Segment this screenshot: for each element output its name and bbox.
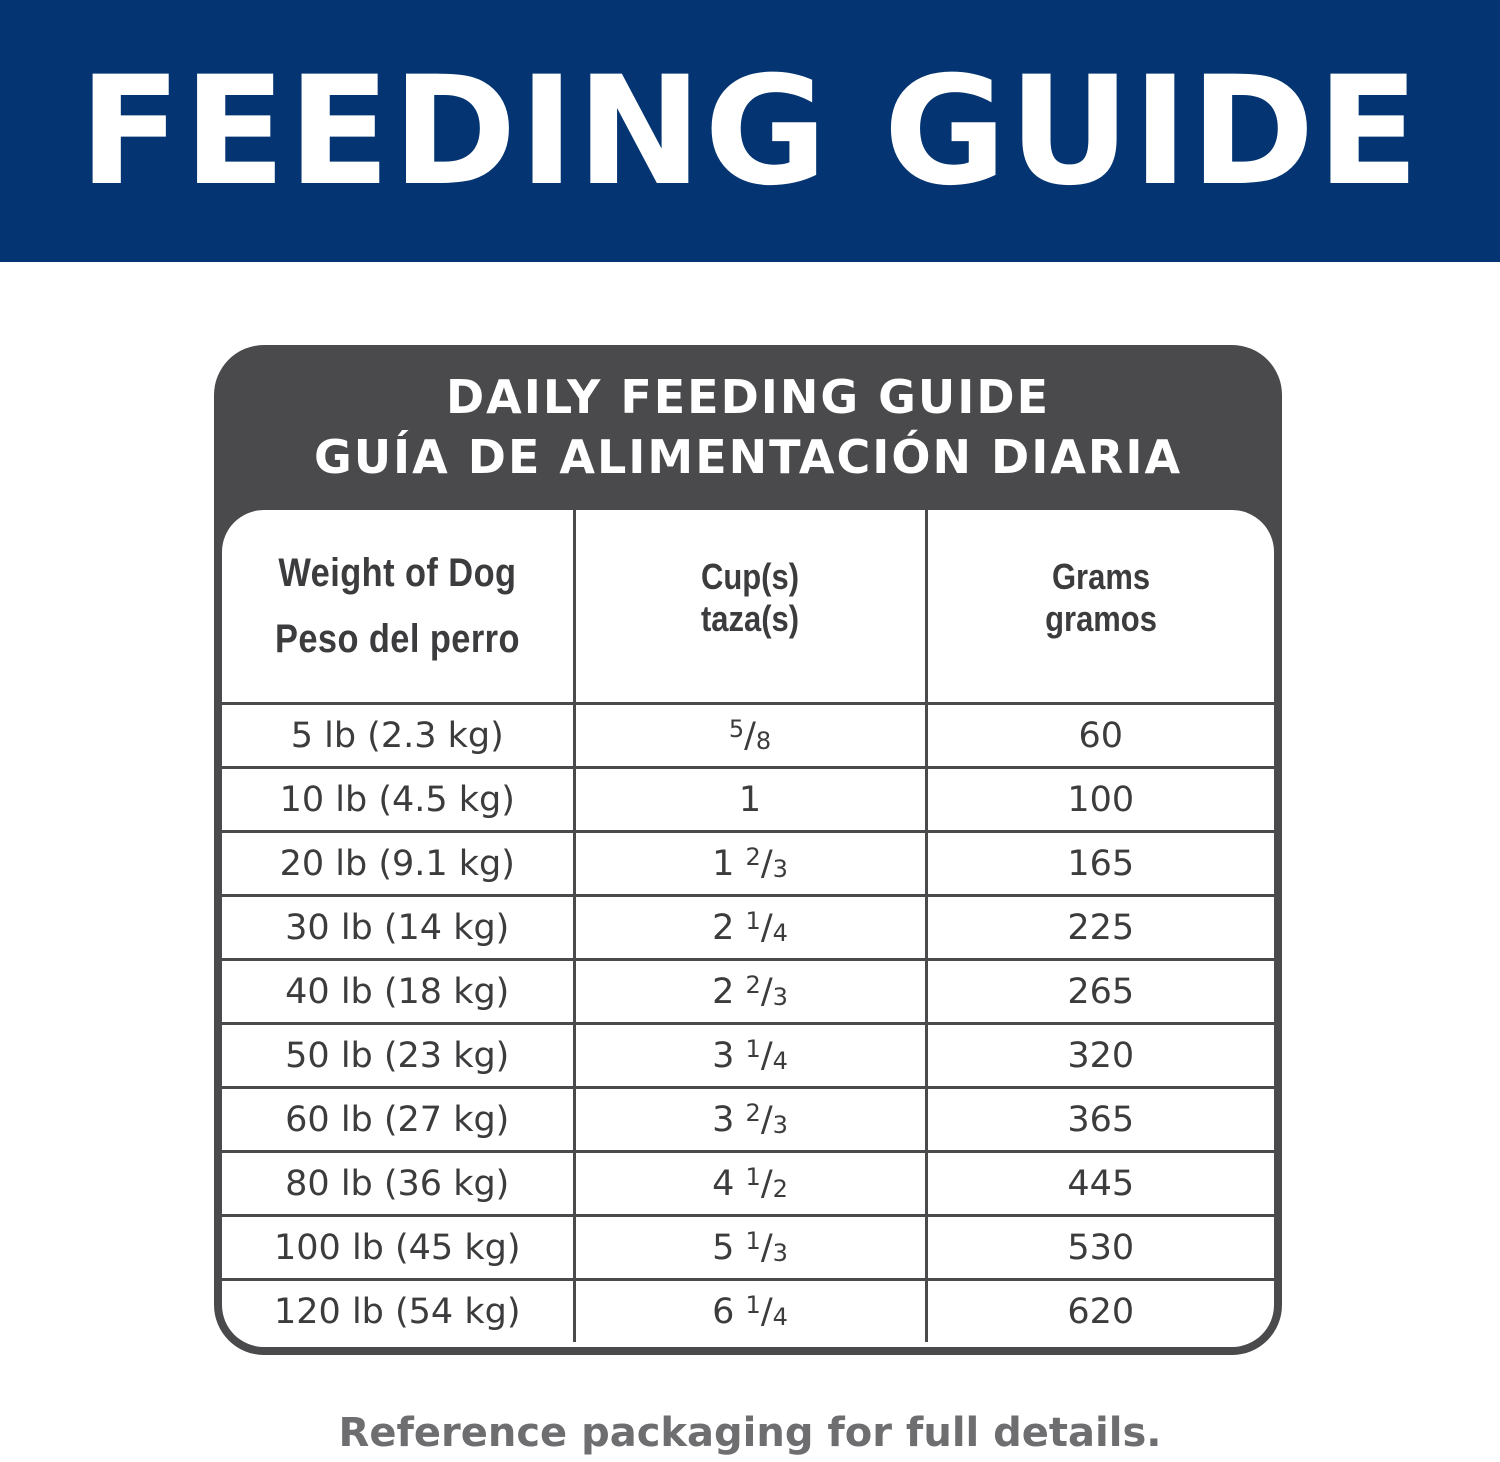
cups-denominator: 3 xyxy=(772,1239,788,1267)
cups-numerator: 1 xyxy=(745,1227,761,1255)
card-title-spanish: GUÍA DE ALIMENTACIÓN DIARIA xyxy=(313,430,1183,484)
cups-whole: 2 xyxy=(712,972,735,1012)
cups-denominator: 3 xyxy=(772,1111,788,1139)
footer-note: Reference packaging for full details. xyxy=(338,1410,1162,1456)
table-row xyxy=(222,896,1274,960)
cups-numerator: 1 xyxy=(745,1291,761,1319)
cell-grams: 225 xyxy=(926,896,1274,960)
cups-whole: 6 xyxy=(712,1292,735,1332)
card-title-english: DAILY FEEDING GUIDE xyxy=(445,370,1051,424)
cell-weight: 50 lb (23 kg) xyxy=(222,1024,574,1088)
cell-weight: 80 lb (36 kg) xyxy=(222,1152,574,1216)
feeding-table-container xyxy=(222,510,1274,1347)
header-grams-en: Grams xyxy=(1051,556,1150,597)
cell-weight: 10 lb (4.5 kg) xyxy=(222,768,574,832)
cups-whole: 1 xyxy=(712,844,735,884)
cups-numerator: 2 xyxy=(745,971,761,999)
table-row xyxy=(222,1280,1274,1343)
cups-whole: 3 xyxy=(712,1100,735,1140)
table-row xyxy=(222,768,1274,832)
cups-numerator: 2 xyxy=(745,1099,761,1127)
header-cups-en: Cup(s) xyxy=(700,556,800,597)
cell-grams: 530 xyxy=(926,1216,1274,1280)
cell-weight: 100 lb (45 kg) xyxy=(222,1216,574,1280)
cell-grams: 365 xyxy=(926,1088,1274,1152)
cups-denominator: 2 xyxy=(772,1175,788,1203)
cups-whole: 4 xyxy=(712,1164,735,1204)
cups-numerator: 5 xyxy=(728,715,745,743)
cell-cups: 4 $^1/_2$ xyxy=(574,1152,926,1216)
title-banner xyxy=(0,0,1500,262)
cups-denominator: 3 xyxy=(772,855,788,883)
cell-grams: 620 xyxy=(926,1280,1274,1343)
cell-grams: 445 xyxy=(926,1152,1274,1216)
cups-numerator: 1 xyxy=(745,1035,761,1063)
cups-denominator: 4 xyxy=(772,1047,788,1075)
table-row xyxy=(222,1024,1274,1088)
cell-weight: 5 lb (2.3 kg) xyxy=(222,704,574,768)
table-row xyxy=(222,1152,1274,1216)
table-header-row xyxy=(222,510,1274,704)
table-body xyxy=(222,704,1274,1343)
cell-cups: 2 $^2/_3$ xyxy=(574,960,926,1024)
header-weight xyxy=(222,510,574,704)
table-row xyxy=(222,960,1274,1024)
header-weight-en: Weight of Dog xyxy=(278,551,517,595)
cups-denominator: 8 xyxy=(755,727,772,755)
cups-whole: 1 xyxy=(738,779,762,820)
cell-cups: 6 $^1/_4$ xyxy=(574,1280,926,1343)
daily-feeding-guide-card xyxy=(214,345,1282,1355)
table-row xyxy=(222,1216,1274,1280)
cell-grams: 60 xyxy=(926,704,1274,768)
table-row xyxy=(222,832,1274,896)
cell-cups: 5 $^1/_3$ xyxy=(574,1216,926,1280)
cell-cups: 3 $^2/_3$ xyxy=(574,1088,926,1152)
cell-cups xyxy=(574,768,926,832)
cell-weight: 30 lb (14 kg) xyxy=(222,896,574,960)
cups-whole: 3 xyxy=(712,1036,735,1076)
header-cups-es: taza(s) xyxy=(700,598,800,639)
cups-denominator: 4 xyxy=(772,919,788,947)
cell-weight: 120 lb (54 kg) xyxy=(222,1280,574,1343)
cell-weight: 60 lb (27 kg) xyxy=(222,1088,574,1152)
table-row xyxy=(222,704,1274,768)
cell-cups: $^5/_8$ xyxy=(574,704,926,768)
banner-title: FEEDING GUIDE xyxy=(78,45,1422,219)
header-grams xyxy=(926,510,1274,704)
cell-grams: 100 xyxy=(926,768,1274,832)
cups-whole: 2 xyxy=(712,908,735,948)
cups-numerator: 1 xyxy=(745,907,761,935)
cell-grams: 320 xyxy=(926,1024,1274,1088)
cell-grams: 165 xyxy=(926,832,1274,896)
header-cups xyxy=(574,510,926,704)
header-weight-es: Peso del perro xyxy=(274,617,520,661)
cups-numerator: 1 xyxy=(745,1163,761,1191)
cell-grams: 265 xyxy=(926,960,1274,1024)
cups-denominator: 3 xyxy=(772,983,788,1011)
cups-whole: 5 xyxy=(712,1228,735,1268)
cell-weight: 40 lb (18 kg) xyxy=(222,960,574,1024)
cups-numerator: 2 xyxy=(745,843,761,871)
cups-denominator: 4 xyxy=(772,1303,788,1331)
cell-cups: 3 $^1/_4$ xyxy=(574,1024,926,1088)
cell-cups: 1 $^2/_3$ xyxy=(574,832,926,896)
table-row xyxy=(222,1088,1274,1152)
cell-cups: 2 $^1/_4$ xyxy=(574,896,926,960)
card-header xyxy=(214,367,1282,487)
feeding-table xyxy=(222,510,1274,1342)
header-grams-es: gramos xyxy=(1044,598,1157,639)
cell-weight: 20 lb (9.1 kg) xyxy=(222,832,574,896)
